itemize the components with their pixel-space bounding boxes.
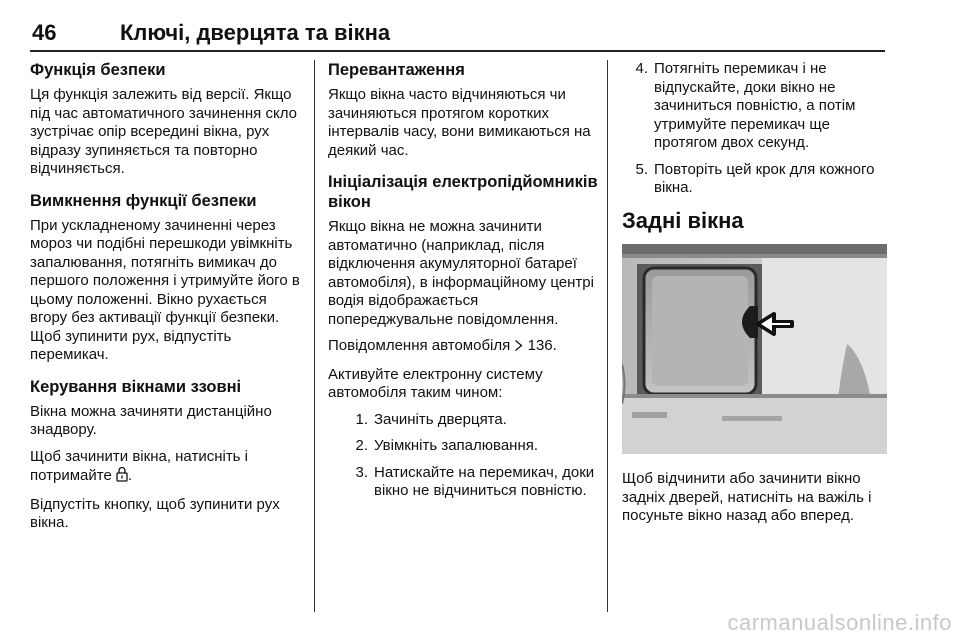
list-item: 2. Увімкніть запалювання. [355, 437, 539, 454]
column-divider-2 [607, 60, 608, 612]
steps-list-1 [328, 411, 600, 501]
rear-window-photo [622, 244, 887, 454]
padlock-icon [116, 466, 128, 488]
section-title-rear-windows: Задні вікна [622, 207, 744, 233]
list-item: 5. Повторіть цей крок для кожного вікна. [635, 160, 875, 196]
page-number: 46 [32, 20, 57, 45]
list-item: 3. Натискайте на перемикач, доки вікно не відчиниться повністю. [355, 463, 595, 499]
watermark: carmanualsonline.info [727, 610, 952, 635]
outside-control-text-3: Відпустіть кнопку, щоб зупинити рух вікна. [30, 495, 280, 531]
safety-function-text: Ця функція залежить від версії. Якщо під час автоматичного зачинення скло зустрічає опір всередині вікна, рух відразу зупиняється та повторно відчиняється. [30, 86, 297, 177]
column-1 [30, 60, 305, 541]
column-divider-1 [314, 60, 315, 612]
activate-text: Активуйте електронну систему автомобіля таким чином: [328, 365, 543, 401]
section-title-outside-control: Керування вікнами ззовні [30, 377, 242, 396]
list-item: 1. Зачиніть дверцята. [355, 410, 507, 428]
initialization-text: Якщо вікна не можна зачинити автоматично (наприклад, після відключення акумуляторної батареї автомобіля), в інформаційному центрі водія відображається попереджувальне повідомлення. [328, 218, 594, 328]
overload-text: Якщо вікна часто відчиняються чи зачиняються протягом коротких інтервалів часу, вони вимикаються на деякий час. [328, 86, 591, 159]
section-title-disable-safety: Вимкнення функції безпеки [30, 191, 257, 210]
outside-control-text-1: Вікна можна зачиняти дистанційно знадвору. [30, 402, 272, 438]
disable-safety-text: При ускладненому зачиненні через мороз чи подібні перешкоди увімкніть запалювання, потягніть вимикач до першого положення і утримуйте його в цьому положенні. Вікно рухається вгору без активації функції безпеки. Щоб зупинити рух, відпустіть перемикач. [30, 216, 300, 363]
page-header [30, 14, 885, 52]
section-title-safety-function: Функція безпеки [30, 61, 166, 79]
rear-windows-caption: Щоб відчинити або зачинити вікно задніх дверей, натисніть на важіль і посуньте вікно назад або вперед. [622, 470, 872, 524]
vehicle-messages-reference: Повідомлення автомобіля 136. [328, 337, 600, 358]
reference-page-link[interactable]: 136 [527, 337, 553, 354]
page-title: Ключі, дверцята та вікна [120, 20, 391, 45]
steps-list-2 [622, 60, 887, 198]
column-2 [328, 60, 600, 509]
list-item: 4. Потягніть перемикач і не відпускайте, доки вікно не зачиниться повністю, а потім утримуйте перемикач ще протягом двох секунд. [635, 60, 856, 151]
section-title-overload: Перевантаження [328, 61, 465, 79]
outside-control-text-2: Щоб зачинити вікна, натисніть і потримайте . [30, 448, 305, 488]
section-title-initialization: Ініціалізація електропідйомників вікон [328, 173, 598, 211]
page-reference-icon [514, 339, 523, 358]
column-3 [622, 60, 887, 534]
